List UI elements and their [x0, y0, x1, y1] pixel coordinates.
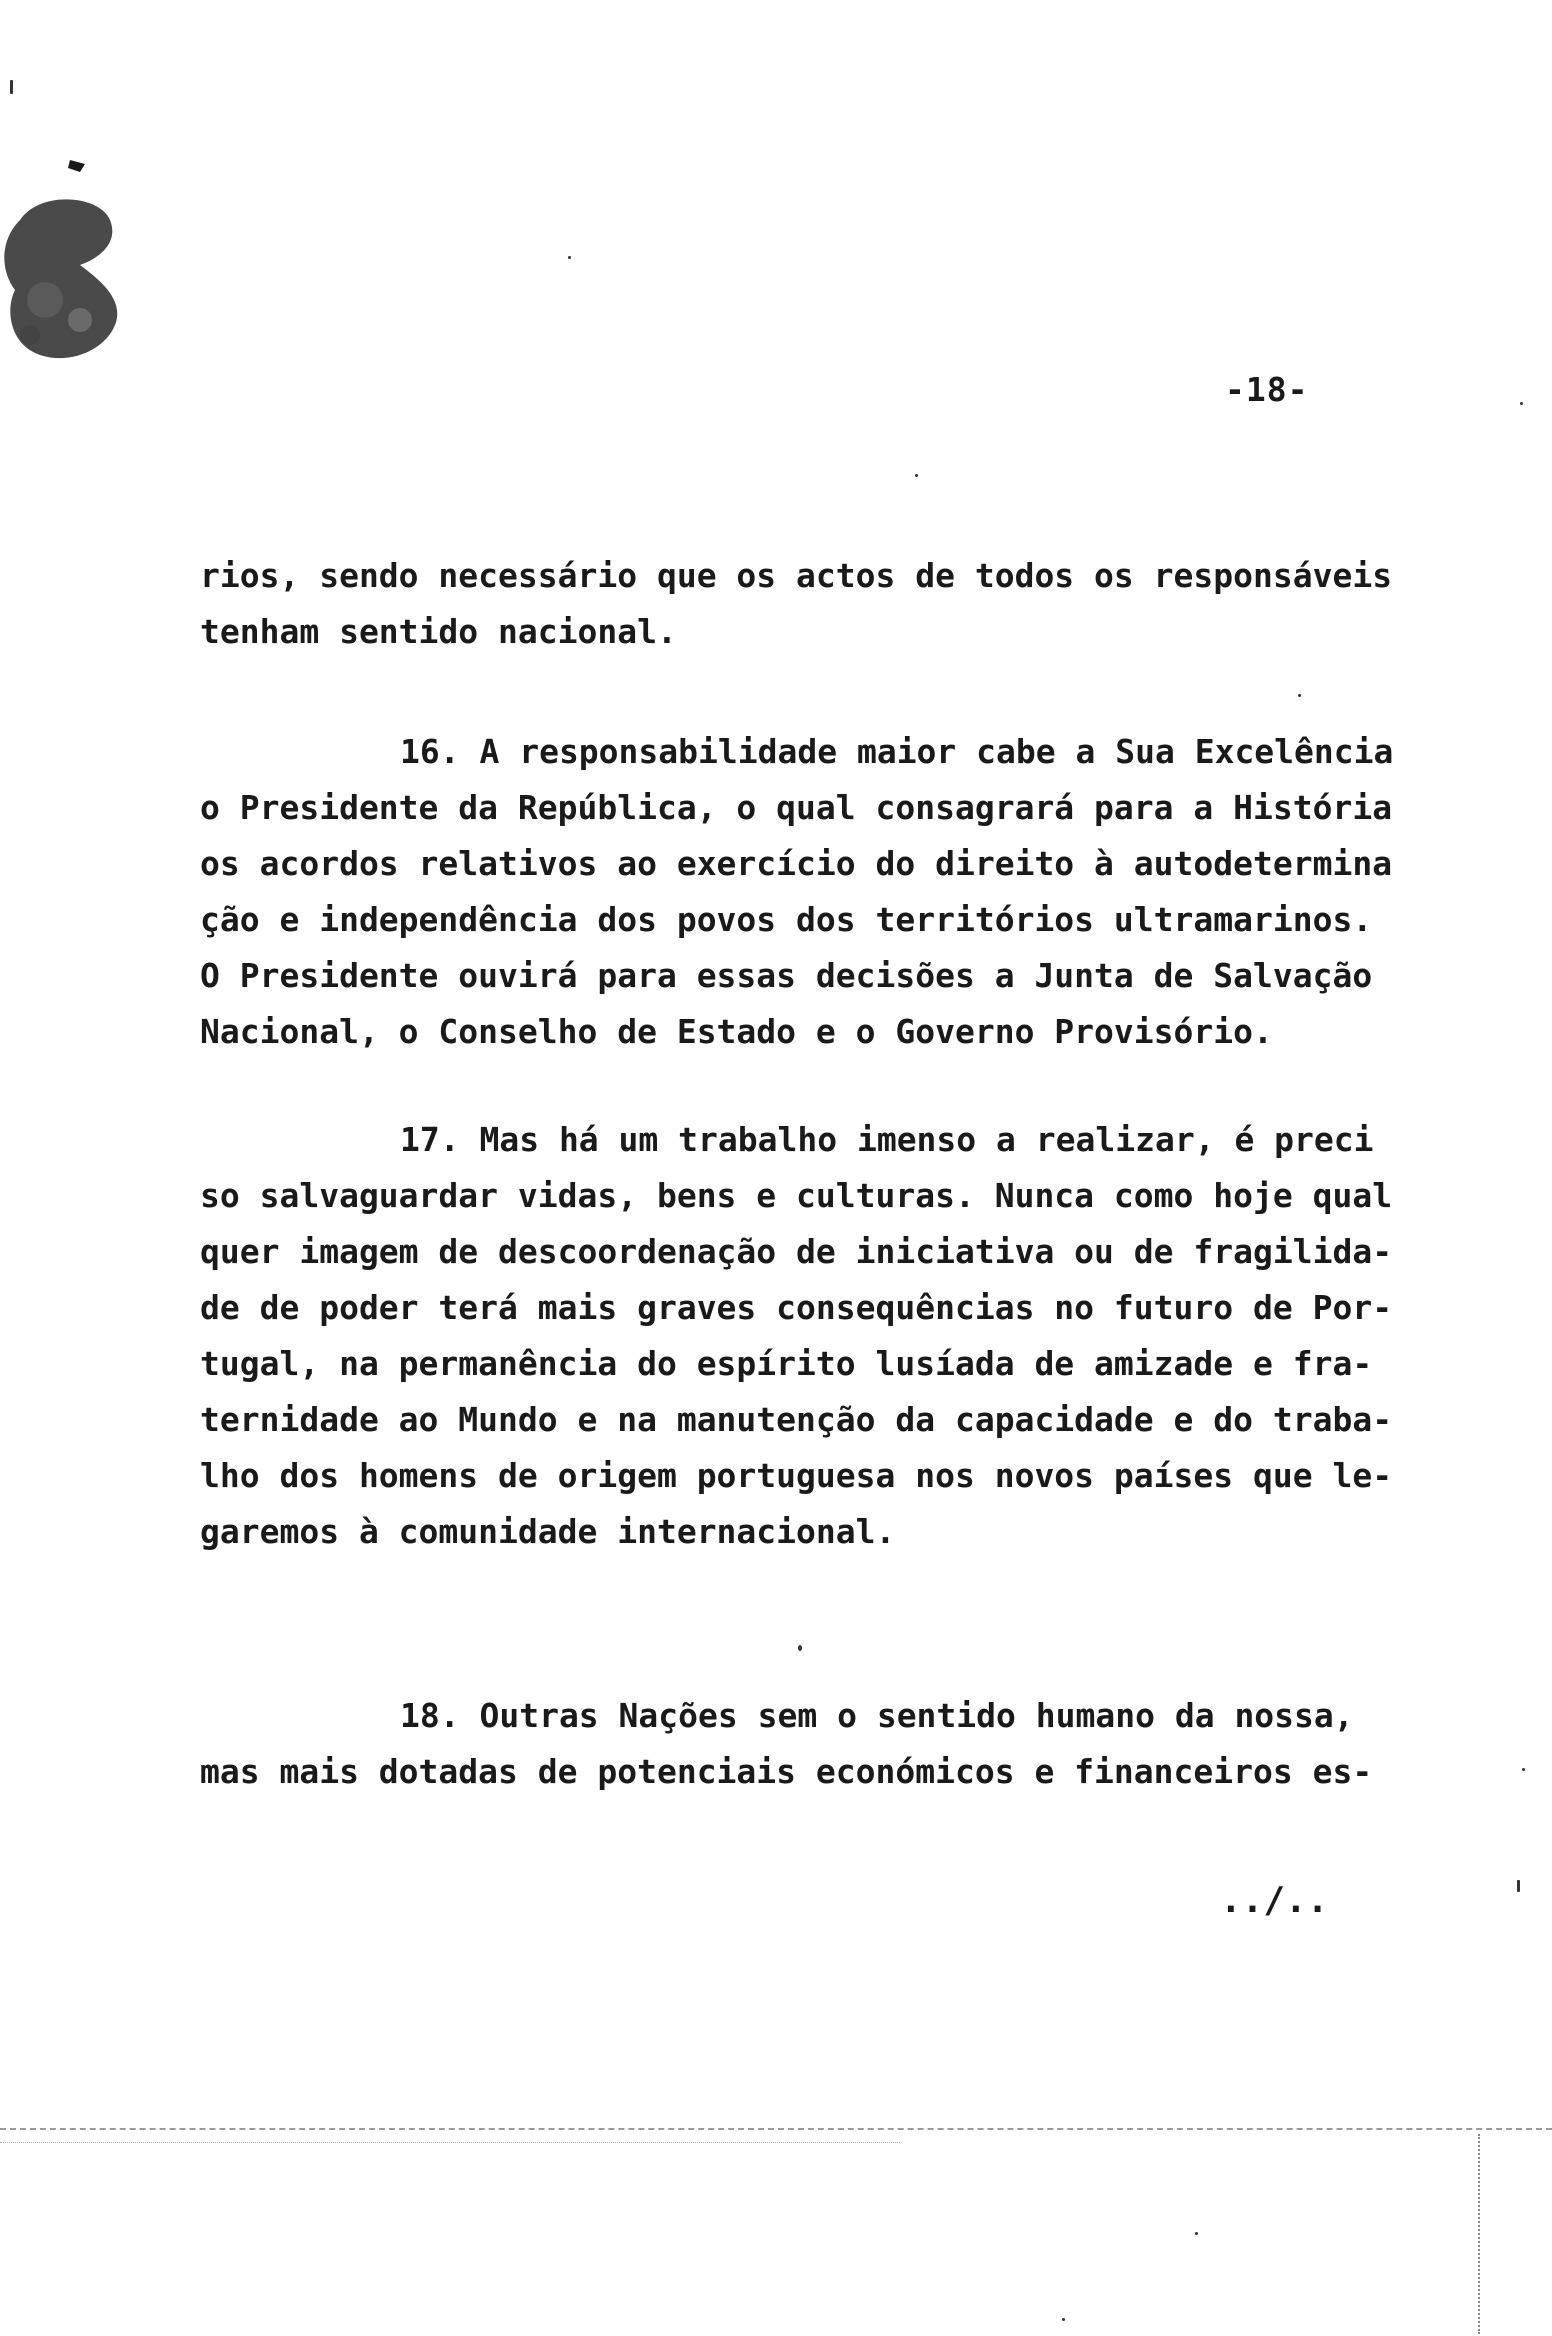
text-line: tenham sentido nacional. — [200, 612, 677, 651]
text-line: mas mais dotadas de potenciais económicos e financeiros es- — [200, 1752, 1373, 1791]
scan-speck — [798, 1645, 802, 1651]
text-line: tugal, na permanência do espírito lusíada de amizade e fra- — [200, 1344, 1373, 1383]
scan-speck — [1195, 2232, 1198, 2235]
scan-artifact-rule — [0, 2142, 900, 2143]
text-line: ternidade ao Mundo e na manutenção da capacidade e do traba- — [200, 1400, 1393, 1439]
text-line: rios, sendo necessário que os actos de todos os responsáveis — [200, 556, 1393, 595]
text-line: lho dos homens de origem portuguesa nos novos países que le- — [200, 1456, 1393, 1495]
text-line: quer imagem de descoordenação de iniciativa ou de fragilida- — [200, 1232, 1393, 1271]
scan-speck — [1517, 1880, 1520, 1892]
scan-speck — [915, 474, 918, 477]
scan-speck — [568, 256, 571, 259]
paragraph-18 — [200, 1688, 1440, 1800]
text-line: de de poder terá mais graves consequências no futuro de Por- — [200, 1288, 1393, 1327]
scan-speck — [1062, 2318, 1065, 2321]
scan-speck — [1298, 694, 1301, 697]
text-line: 16. A responsabilidade maior cabe a Sua Excelência — [400, 732, 1394, 771]
ink-blot-icon — [0, 150, 130, 380]
paragraph-16 — [200, 724, 1440, 1060]
text-line: so salvaguardar vidas, bens e culturas. Nunca como hoje qual — [200, 1176, 1393, 1215]
paragraph-17 — [200, 1112, 1440, 1560]
text-line: garemos à comunidade internacional. — [200, 1512, 896, 1551]
scan-speck — [10, 80, 13, 94]
continuation-mark: ../.. — [1220, 1880, 1329, 1921]
scan-speck — [1520, 402, 1523, 405]
text-line: 18. Outras Nações sem o sentido humano da nossa, — [400, 1696, 1354, 1735]
scan-artifact-rule — [0, 2128, 1552, 2130]
text-line: Nacional, o Conselho de Estado e o Governo Provisório. — [200, 1012, 1273, 1051]
text-line: 17. Mas há um trabalho imenso a realizar, é preci — [400, 1120, 1374, 1159]
text-line: os acordos relativos ao exercício do direito à autodetermina — [200, 844, 1393, 883]
page-number: -18- — [1225, 370, 1309, 409]
scan-speck — [1522, 1768, 1525, 1771]
text-line: O Presidente ouvirá para essas decisões a Junta de Salvação — [200, 956, 1373, 995]
paragraph-continuation — [200, 548, 1440, 660]
scan-artifact-mark — [1478, 2134, 1480, 2334]
text-line: ção e independência dos povos dos territórios ultramarinos. — [200, 900, 1373, 939]
text-line: o Presidente da República, o qual consagrará para a História — [200, 788, 1393, 827]
